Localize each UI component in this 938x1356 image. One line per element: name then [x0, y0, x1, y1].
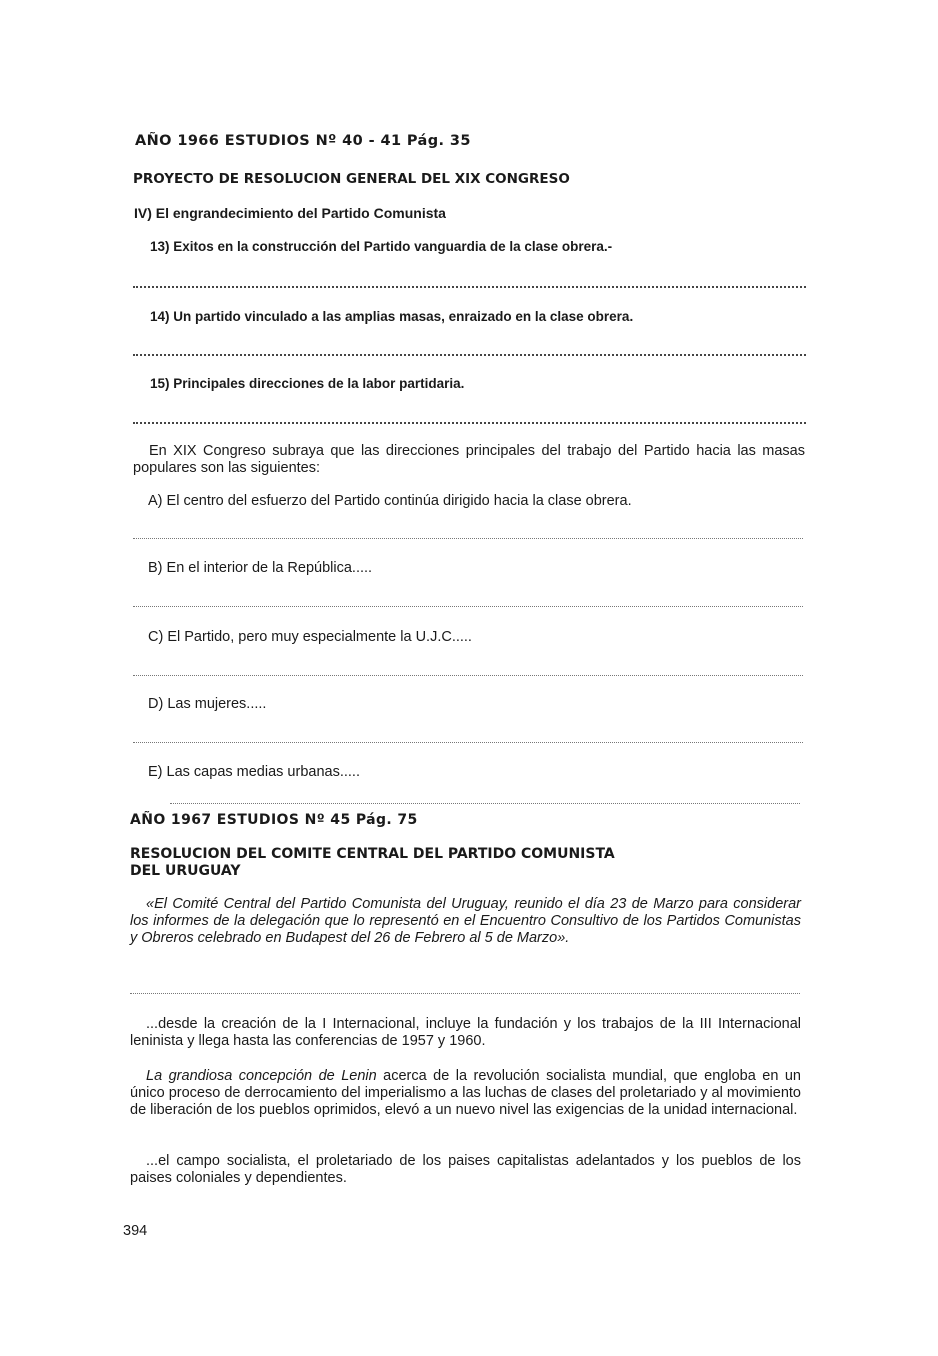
lenin-italic-phrase: La grandiosa concepción de Lenin — [146, 1068, 377, 1084]
paragraph-internacional: ...desde la creación de la I Internacional, incluye la fundación y los trabajos de la III Internacional leninista y llega hasta las conferencias de 1957 y 1960. — [130, 1016, 801, 1049]
paragraph-campo-socialista: ...el campo socialista, el proletariado de los paises capitalistas adelantados y los pueblos de los paises coloniales y dependientes. — [130, 1153, 801, 1186]
ellipsis-divider — [133, 538, 803, 539]
resolution-quote: «El Comité Central del Partido Comunista del Uruguay, reunido el día 23 de Marzo para considerar los informes de la delegación que lo representó en el Encuentro Consultivo de los Partidos Comunistas y Obreros celebrado en Budapest del 26 de Febrero al 5 de Marzo». — [130, 896, 801, 946]
ellipsis-divider — [133, 354, 806, 356]
item-15-heading: 15) Principales direcciones de la labor partidaria. — [150, 376, 465, 391]
source-heading-1966: AÑO 1966 ESTUDIOS Nº 40 - 41 Pág. 35 — [135, 133, 471, 149]
ellipsis-divider — [170, 803, 800, 804]
section-title-xix-congreso: PROYECTO DE RESOLUCION GENERAL DEL XIX CONGRESO — [133, 171, 570, 187]
page-number: 394 — [123, 1223, 148, 1239]
section-title-line-1: RESOLUCION DEL COMITE CENTRAL DEL PARTIDO COMUNISTA — [130, 846, 615, 862]
source-heading-1967: AÑO 1967 ESTUDIOS Nº 45 Pág. 75 — [130, 812, 418, 828]
item-13-heading: 13) Exitos en la construcción del Partido vanguardia de la clase obrera.- — [150, 239, 613, 254]
chapter-heading: IV) El engrandecimiento del Partido Comunista — [134, 205, 446, 221]
ellipsis-divider — [133, 286, 806, 288]
point-b: B) En el interior de la República..... — [148, 560, 373, 576]
ellipsis-divider — [133, 606, 803, 607]
section-title-line-2: DEL URUGUAY — [130, 863, 241, 879]
ellipsis-divider — [133, 675, 803, 676]
item-14-heading: 14) Un partido vinculado a las amplias masas, enraizado en la clase obrera. — [150, 309, 634, 324]
ellipsis-divider — [133, 742, 803, 743]
point-e: E) Las capas medias urbanas..... — [148, 764, 360, 780]
ellipsis-divider — [133, 422, 806, 424]
point-a: A) El centro del esfuerzo del Partido continúa dirigido hacia la clase obrera. — [148, 493, 632, 509]
point-c: C) El Partido, pero muy especialmente la U.J.C..... — [148, 629, 472, 645]
lenin-paragraph-rest: acerca de la revolución socialista mundial, que engloba en un único proceso de derrocamiento del imperialismo a las luchas de clases del proletariado y al movimiento de liberación de los pueblos oprimidos, elevó a un nuevo nivel las exigencias de la unidad internacional. — [130, 1068, 801, 1118]
intro-paragraph: En XIX Congreso subraya que las direcciones principales del trabajo del Partido hacia las masas populares son las siguientes: — [133, 443, 805, 476]
point-d: D) Las mujeres..... — [148, 696, 267, 712]
paragraph-lenin — [130, 1068, 801, 1119]
ellipsis-divider — [130, 993, 800, 994]
